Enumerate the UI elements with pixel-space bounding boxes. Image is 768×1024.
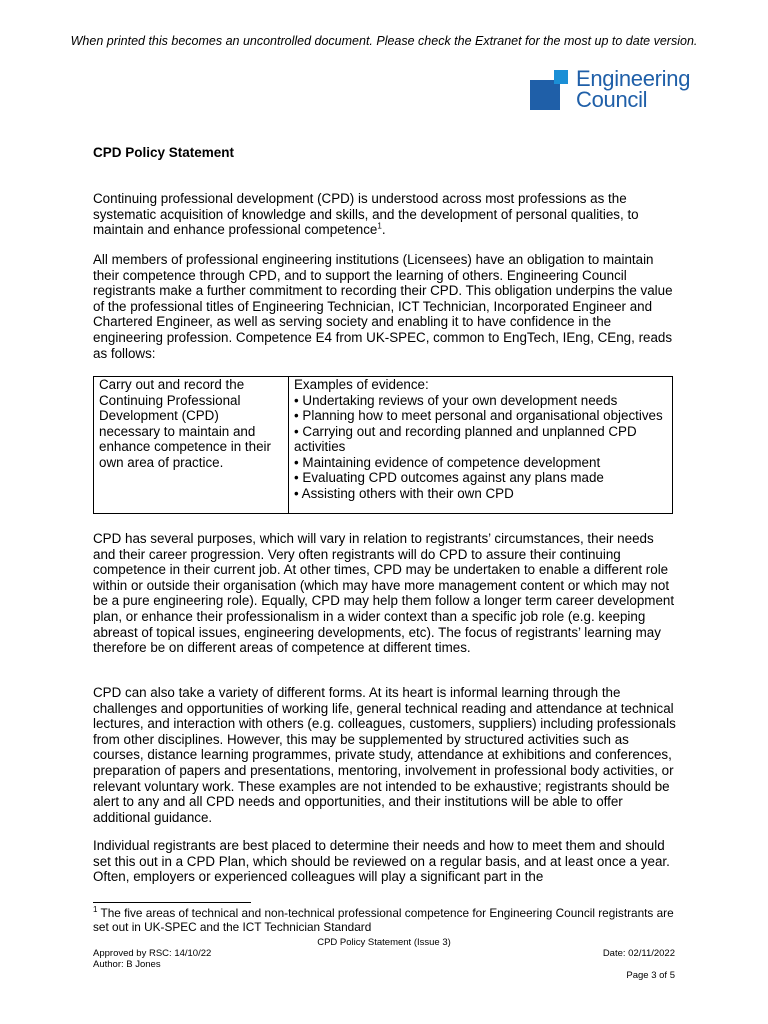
evidence-item: • Evaluating CPD outcomes against any plans made xyxy=(294,470,604,485)
logo-square-icon xyxy=(530,80,560,110)
footer-author: Author: B Jones xyxy=(93,959,161,970)
logo-line-2: Council xyxy=(576,87,648,112)
competence-statement-cell: Carry out and record the Continuing Professional Development (CPD) necessary to maintain and enhance competence in their own area of practice. xyxy=(94,377,289,514)
footer-page-number: Page 3 of 5 xyxy=(626,970,675,981)
footer-document-title: CPD Policy Statement (Issue 3) xyxy=(317,937,451,948)
evidence-item: • Maintaining evidence of competence development xyxy=(294,454,601,470)
footer-date: Date: 02/11/2022 xyxy=(602,948,675,959)
footnote-reference: 1 xyxy=(377,221,382,231)
paragraph-cpd-forms: CPD can also take a variety of different forms. At its heart is informal learning through the challenges and opportunities of working life, general technical reading and attendance at technical lectures, and interaction with others (e.g. colleagues, customers, suppliers) including professionals from other disciplines. However, this may be supplemented by structured activities such as courses, distance learning programmes, private study, attendance at exhibitions and conferences, preparation of papers and presentations, mentoring, involvement in professional body activities, or relevant voluntary work. These examples are not intended to be exhaustive; registrants should be alert to any and all CPD needs and opportunities, and their institutions will be able to offer additional guidance. xyxy=(93,685,676,825)
footnote-number: 1 xyxy=(93,905,98,915)
engineering-council-logo xyxy=(528,68,708,112)
evidence-cell xyxy=(289,377,673,514)
evidence-title: Examples of evidence: xyxy=(294,377,429,392)
footer-approved: Approved by RSC: 14/10/22 xyxy=(93,948,212,959)
footnote-divider xyxy=(93,902,251,903)
paragraph-cpd-definition xyxy=(93,191,677,238)
paragraph-cpd-purposes: CPD has several purposes, which will vary in relation to registrants’ circumstances, their needs and their career progression. Very often registrants will do CPD to assure their continuing competence in their current job. At other times, CPD may be undertaken to enable a different role within or outside their organisation (which may have more management content or which may not be a pure engineering role). Equally, CPD may help them follow a longer term career development plan, or enhance their professionalism in a wider context than a specific job role (e.g. keeping abreast of topical issues, engineering developments, etc). The focus of registrants’ learning may therefore be on different areas of competence at different times. xyxy=(93,531,675,656)
paragraph-obligations: All members of professional engineering institutions (Licensees) have an obligation to maintain their competence through CPD, and to support the learning of others. Engineering Council registrants make a further commitment to recording their CPD. This obligation underpins the value of the professional titles of Engineering Technician, ICT Technician, Incorporated Engineer and Chartered Engineer, as well as serving society and enabling it to have confidence in the engineering profession. Competence E4 from UK-SPEC, common to EngTech, IEng, CEng, reads as follows: xyxy=(93,252,673,361)
logo-wordmark xyxy=(576,68,690,110)
logo-small-square-icon xyxy=(554,70,568,84)
page-title: CPD Policy Statement xyxy=(93,145,235,160)
evidence-item: • Carrying out and recording planned and unplanned CPD activities xyxy=(294,423,637,454)
paragraph-end: . xyxy=(381,222,386,238)
evidence-item: • Assisting others with their own CPD xyxy=(294,485,514,501)
competence-e4-table xyxy=(93,376,673,514)
footnote xyxy=(93,907,683,934)
uncontrolled-document-banner: When printed this becomes an uncontrolled document. Please check the Extranet for the most up to date version. xyxy=(70,34,698,48)
logo-line-1: Engineering xyxy=(576,66,691,91)
footnote-text: The five areas of technical and non-technical professional competence for Engineering Council registrants are set out in UK-SPEC and the ICT Technician Standard xyxy=(93,906,674,934)
paragraph-text: Continuing professional development (CPD) is understood across most professions as the systematic acquisition of knowledge and skills, and the development of personal qualities, to maintain and enhance professional competence xyxy=(93,191,639,238)
evidence-item: • Undertaking reviews of your own development needs xyxy=(294,392,618,408)
evidence-item: • Planning how to meet personal and organisational objectives xyxy=(294,408,663,423)
paragraph-cpd-plan: Individual registrants are best placed to determine their needs and how to meet them and should set this out in a CPD Plan, which should be reviewed on a regular basis, and at least once a year. Often, employers or experienced colleagues will play a significant part in the xyxy=(93,838,670,885)
